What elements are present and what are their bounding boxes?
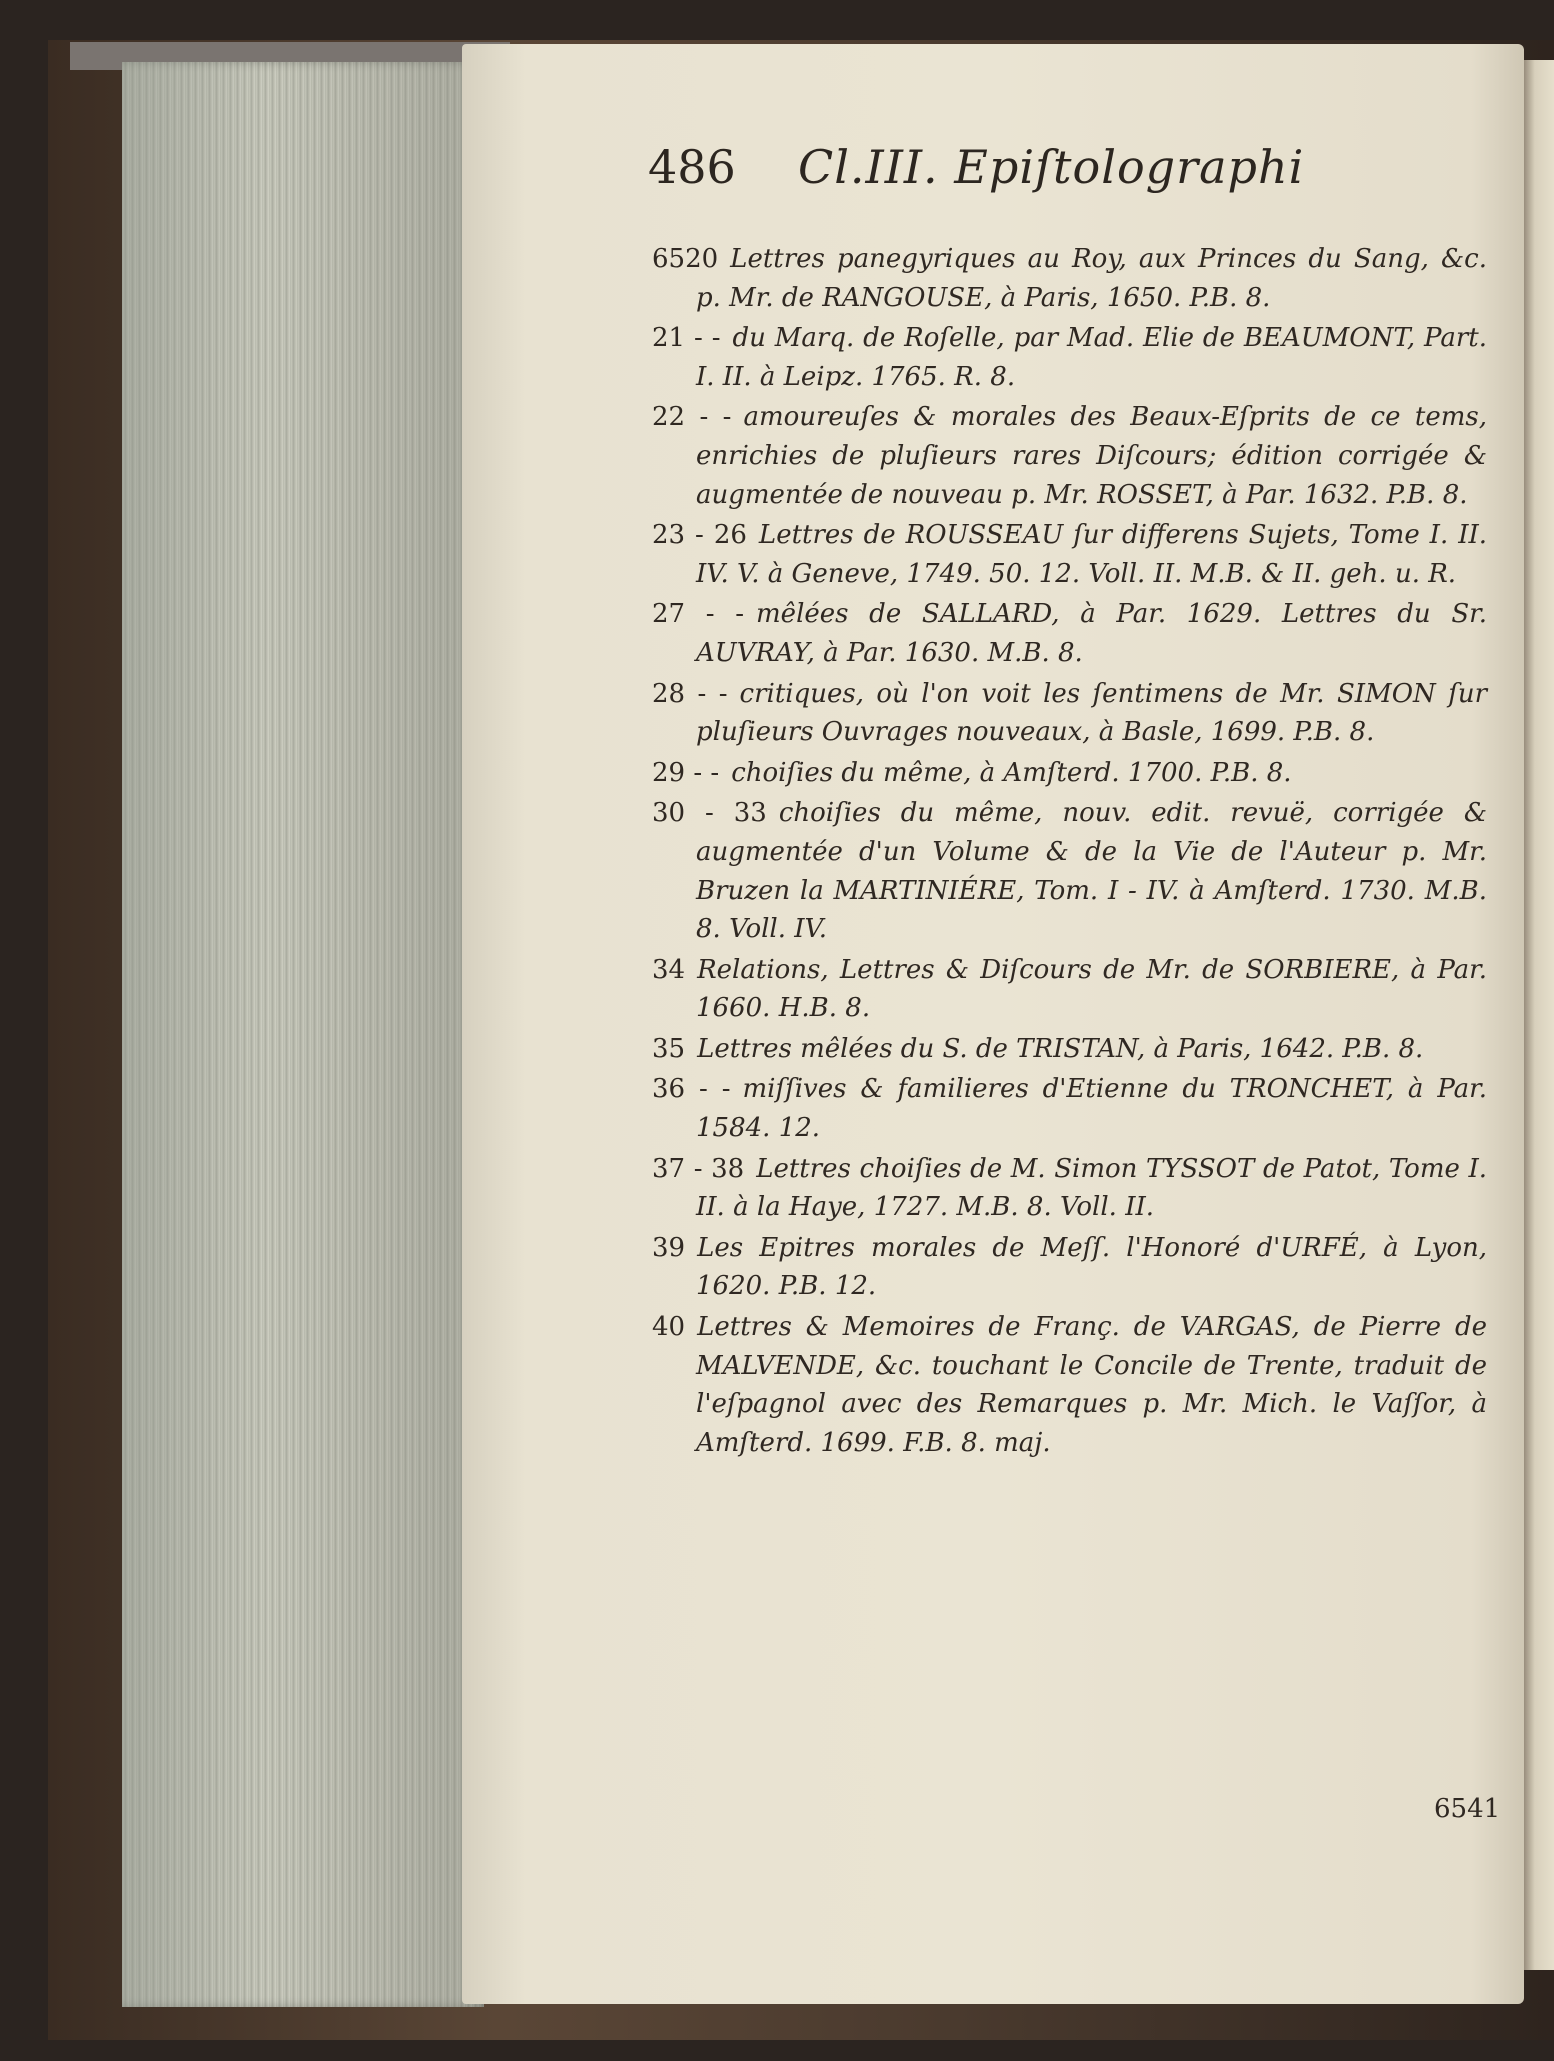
catalog-entry bbox=[652, 1308, 1487, 1462]
catalog-entry bbox=[652, 794, 1487, 948]
entry-number: 34 bbox=[652, 954, 686, 985]
entry-number: 6520 bbox=[652, 244, 719, 274]
entry-number: 40 bbox=[652, 1312, 686, 1343]
entry-text: amoureuſes & morales des Beaux-Eſprits de ce tems, enrichies de pluſieurs rares Diſcours; édition corrigée & augmentée de nouveau p. Mr. ROSSET, à Par. 1632. P.B. 8. bbox=[696, 402, 1487, 510]
entry-number: 22 - - bbox=[652, 402, 732, 433]
catalog-entry bbox=[652, 675, 1487, 752]
entry-text: Lettres & Memoires de Franç. de VARGAS, de Pierre de MALVENDE, &c. touchant le Concile de Trente, traduit de l'eſpagnol avec des Remarques p. Mr. Mich. le Vaſſor, à Amſterd. 1699. F.B. 8. maj. bbox=[696, 1312, 1487, 1458]
catalog-entry bbox=[652, 398, 1487, 514]
catalog-entries bbox=[652, 240, 1487, 1464]
entry-number: 30 - 33 bbox=[652, 798, 767, 829]
catalog-entry bbox=[652, 1229, 1487, 1306]
page-number: 486 bbox=[648, 140, 736, 194]
page-header bbox=[648, 140, 1488, 210]
page-block-shading bbox=[122, 62, 484, 2007]
entry-text: Lettres choiſies de M. Simon TYSSOT de Patot, Tome I. II. à la Haye, 1727. M.B. 8. Voll. II. bbox=[696, 1153, 1488, 1223]
entry-text: critiques, où l'on voit les ſentimens de Mr. SIMON ſur pluſieurs Ouvrages nouveaux, à Basle, 1699. P.B. 8. bbox=[696, 678, 1487, 748]
catalog-entry bbox=[652, 754, 1487, 793]
entry-text: Relations, Lettres & Diſcours de Mr. de SORBIERE, à Par. 1660. H.B. 8. bbox=[696, 954, 1487, 1024]
entry-text: mêlées de SALLARD, à Par. 1629. Lettres du Sr. AUVRAY, à Par. 1630. M.B. 8. bbox=[696, 599, 1487, 668]
catalog-entry bbox=[652, 1150, 1487, 1227]
entry-number: 28 - - bbox=[652, 678, 728, 709]
entry-text: Les Epitres morales de Meſſ. l'Honoré d'URFÉ, à Lyon, 1620. P.B. 12. bbox=[696, 1232, 1487, 1302]
catalog-entry bbox=[652, 240, 1487, 317]
catalog-entry bbox=[652, 1030, 1487, 1069]
catchword: 6541 bbox=[1434, 1794, 1501, 1824]
entry-text: Lettres panegyriques au Roy, aux Princes du Sang, &c. p. Mr. de RANGOUSE, à Paris, 1650. P.B. 8. bbox=[696, 244, 1487, 313]
catalog-entry bbox=[652, 319, 1487, 396]
entry-text: miſſives & familieres d'Etienne du TRONCHET, à Par. 1584. 12. bbox=[696, 1074, 1487, 1144]
entry-text: choiſies du même, nouv. edit. revuë, corrigée & augmentée d'un Volume & de la Vie de l'Auteur p. Mr. Bruzen la MARTINIÉRE, Tom. I - IV. à Amſterd. 1730. M.B. 8. Voll. IV. bbox=[696, 798, 1488, 945]
catalog-entry bbox=[652, 1070, 1487, 1147]
entry-number: 39 bbox=[652, 1232, 686, 1263]
catalog-entry bbox=[652, 951, 1487, 1028]
catalog-entry bbox=[652, 516, 1487, 593]
facing-page-edge bbox=[1522, 60, 1554, 1970]
entry-number: 29 - - bbox=[652, 757, 720, 788]
entry-number: 23 - 26 bbox=[652, 520, 747, 551]
entry-number: 36 - - bbox=[652, 1074, 731, 1105]
entry-number: 21 - - bbox=[652, 323, 721, 354]
catalog-entry bbox=[652, 595, 1487, 672]
entry-number: 27 - - bbox=[652, 599, 745, 630]
entry-text: choiſies du même, à Amſterd. 1700. P.B. 8. bbox=[731, 757, 1292, 788]
entry-number: 37 - 38 bbox=[652, 1153, 745, 1184]
entry-text: du Marq. de Roſelle, par Mad. Elie de BEAUMONT, Part. I. II. à Leipz. 1765. R. 8. bbox=[696, 323, 1487, 392]
entry-text: Lettres mêlées du S. de TRISTAN, à Paris, 1642. P.B. 8. bbox=[697, 1033, 1424, 1064]
entry-number: 35 bbox=[652, 1033, 686, 1064]
entry-text: Lettres de ROUSSEAU ſur differens Sujets, Tome I. II. IV. V. à Geneve, 1749. 50. 12. Voll. II. M.B. & II. geh. u. R. bbox=[696, 520, 1487, 589]
running-head: Cl.III. Epiſtolographi bbox=[798, 140, 1305, 194]
